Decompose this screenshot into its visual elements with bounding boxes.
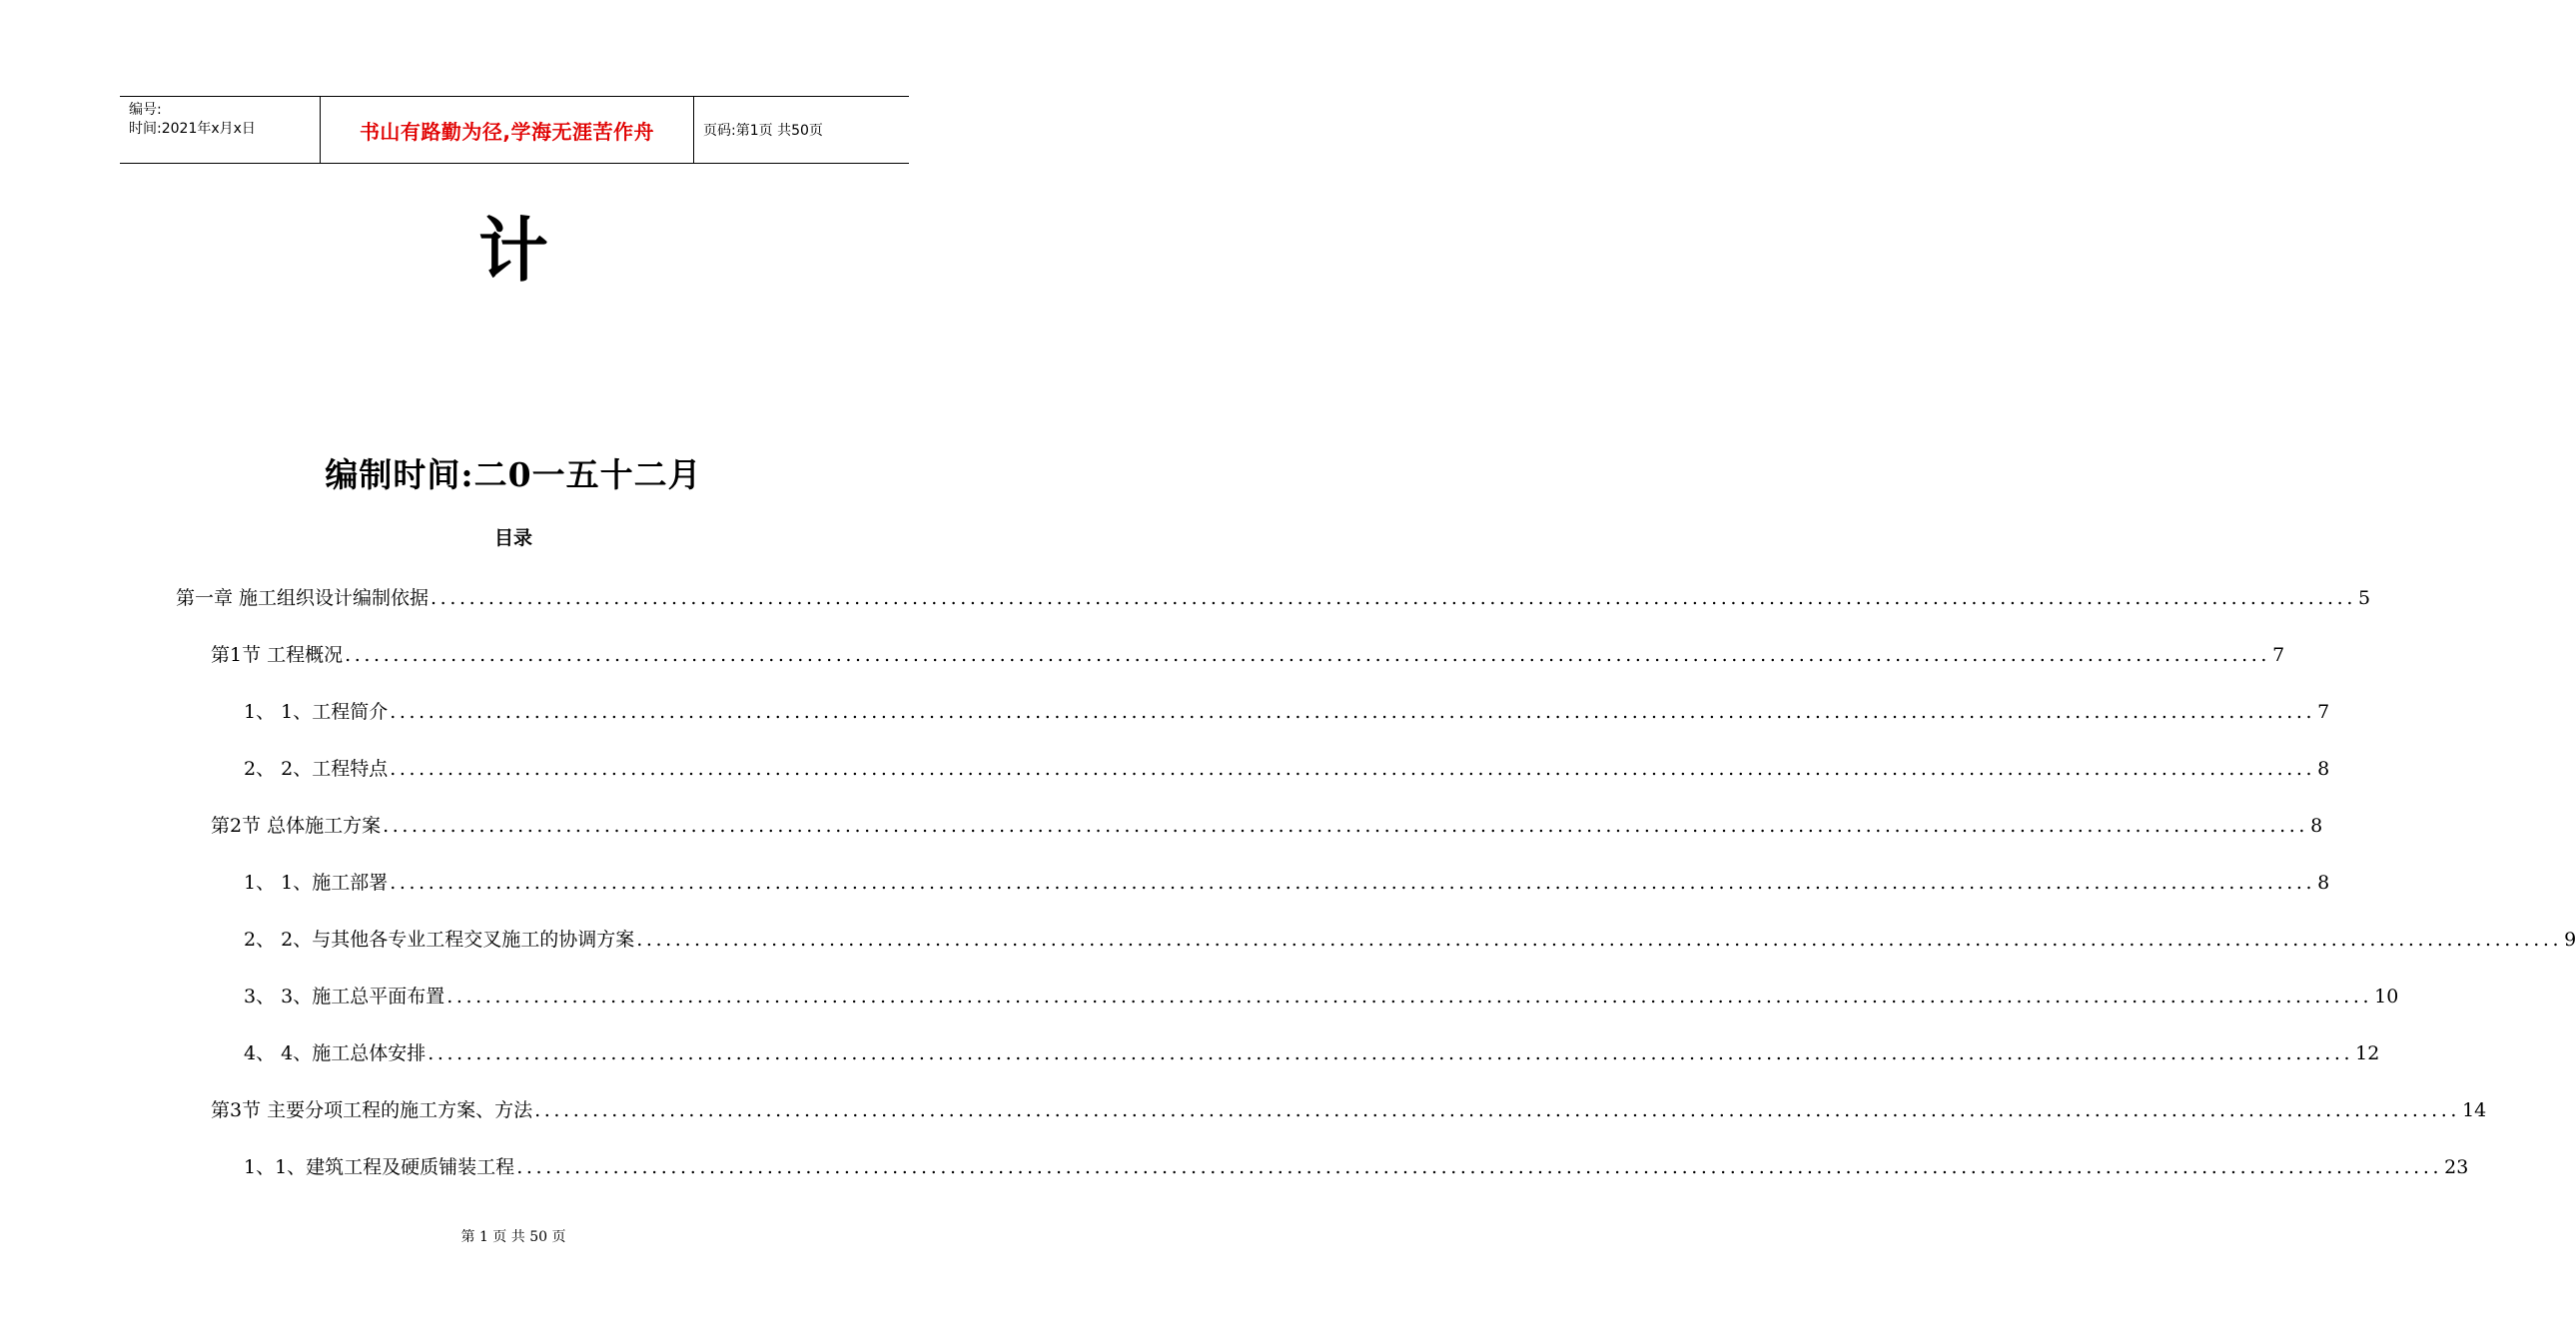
toc-entry-text: 2、 2、与其他各专业工程交叉施工的协调方案 [244,929,635,951]
toc-entry[interactable] [244,698,2330,726]
document-number-label: 编号: [129,102,162,118]
toc-entry-text: 1、 1、施工部署 [244,872,389,894]
toc-entry-text: 第1节 工程概况 [211,644,344,666]
toc-entry[interactable] [211,641,2285,669]
toc-entry-page: 14 [2462,1099,2487,1121]
toc-entry[interactable] [244,926,2576,954]
toc-entry-page: 5 [2357,587,2371,609]
toc-entry-page: 8 [2317,872,2330,894]
toc-entry-page: 23 [2444,1156,2469,1178]
toc-entry-text: 4、 4、施工总体安排 [244,1042,427,1064]
document-time-label: 时间:2021年x月x日 [129,121,256,137]
toc-entry-text: 1、 1、工程简介 [244,701,389,723]
toc-leader-dots: ........................................................................................................................................................................................................ [534,1099,2461,1121]
toc-entry-text: 第3节 主要分项工程的施工方案、方法 [211,1099,533,1121]
title-fragment: 计 [478,210,548,292]
toc-entry-page: 10 [2374,986,2399,1007]
compile-date: 编制时间:二0一五十二月 [325,455,702,494]
toc-entry[interactable] [244,983,2399,1010]
toc-leader-dots: ........................................................................................................................................................................................................ [390,758,2316,780]
toc-entry-page: 7 [2317,701,2330,723]
toc-entry-page: 12 [2355,1042,2380,1064]
toc-entry-page: 9 [2564,929,2576,951]
toc-entry-text: 2、 2、工程特点 [244,758,389,780]
header-page-info: 页码:第1页 共50页 [703,123,823,139]
toc-leader-dots: ........................................................................................................................................................................................................ [383,815,2309,837]
toc-leader-dots: ........................................................................................................................................................................................................ [446,986,2373,1007]
toc-leader-dots: ........................................................................................................................................................................................................ [345,644,2271,666]
header-motto: 书山有路勤为径,学海无涯苦作舟 [321,97,694,163]
toc-title: 目录 [493,527,532,549]
toc-leader-dots: ........................................................................................................................................................................................................ [430,587,2356,609]
toc-entry-text: 3、 3、施工总平面布置 [244,986,445,1007]
toc-entry-text: 第一章 施工组织设计编制依据 [176,587,429,609]
header-meta [120,97,321,163]
toc-leader-dots: ........................................................................................................................................................................................................ [636,929,2563,951]
toc-entry[interactable] [211,812,2323,840]
toc-entry-text: 1、1、建筑工程及硬质铺装工程 [244,1156,515,1178]
toc-entry-page: 8 [2317,758,2330,780]
toc-entry[interactable] [244,1153,2469,1181]
toc-leader-dots: ........................................................................................................................................................................................................ [516,1156,2443,1178]
toc-entry-text: 第2节 总体施工方案 [211,815,382,837]
toc-entry[interactable] [176,584,2371,612]
toc-entry[interactable] [211,1096,2487,1124]
toc-entry[interactable] [244,755,2330,783]
page-footer: 第 1 页 共 50 页 [460,1229,566,1245]
toc-leader-dots: ........................................................................................................................................................................................................ [390,701,2316,723]
toc-leader-dots: ........................................................................................................................................................................................................ [390,872,2316,894]
toc-entry-page: 7 [2272,644,2285,666]
toc-entry[interactable] [244,1039,2380,1067]
toc-entry-page: 8 [2310,815,2323,837]
toc-leader-dots: ........................................................................................................................................................................................................ [428,1042,2354,1064]
toc-entry[interactable] [244,869,2330,897]
page-header [120,96,909,164]
